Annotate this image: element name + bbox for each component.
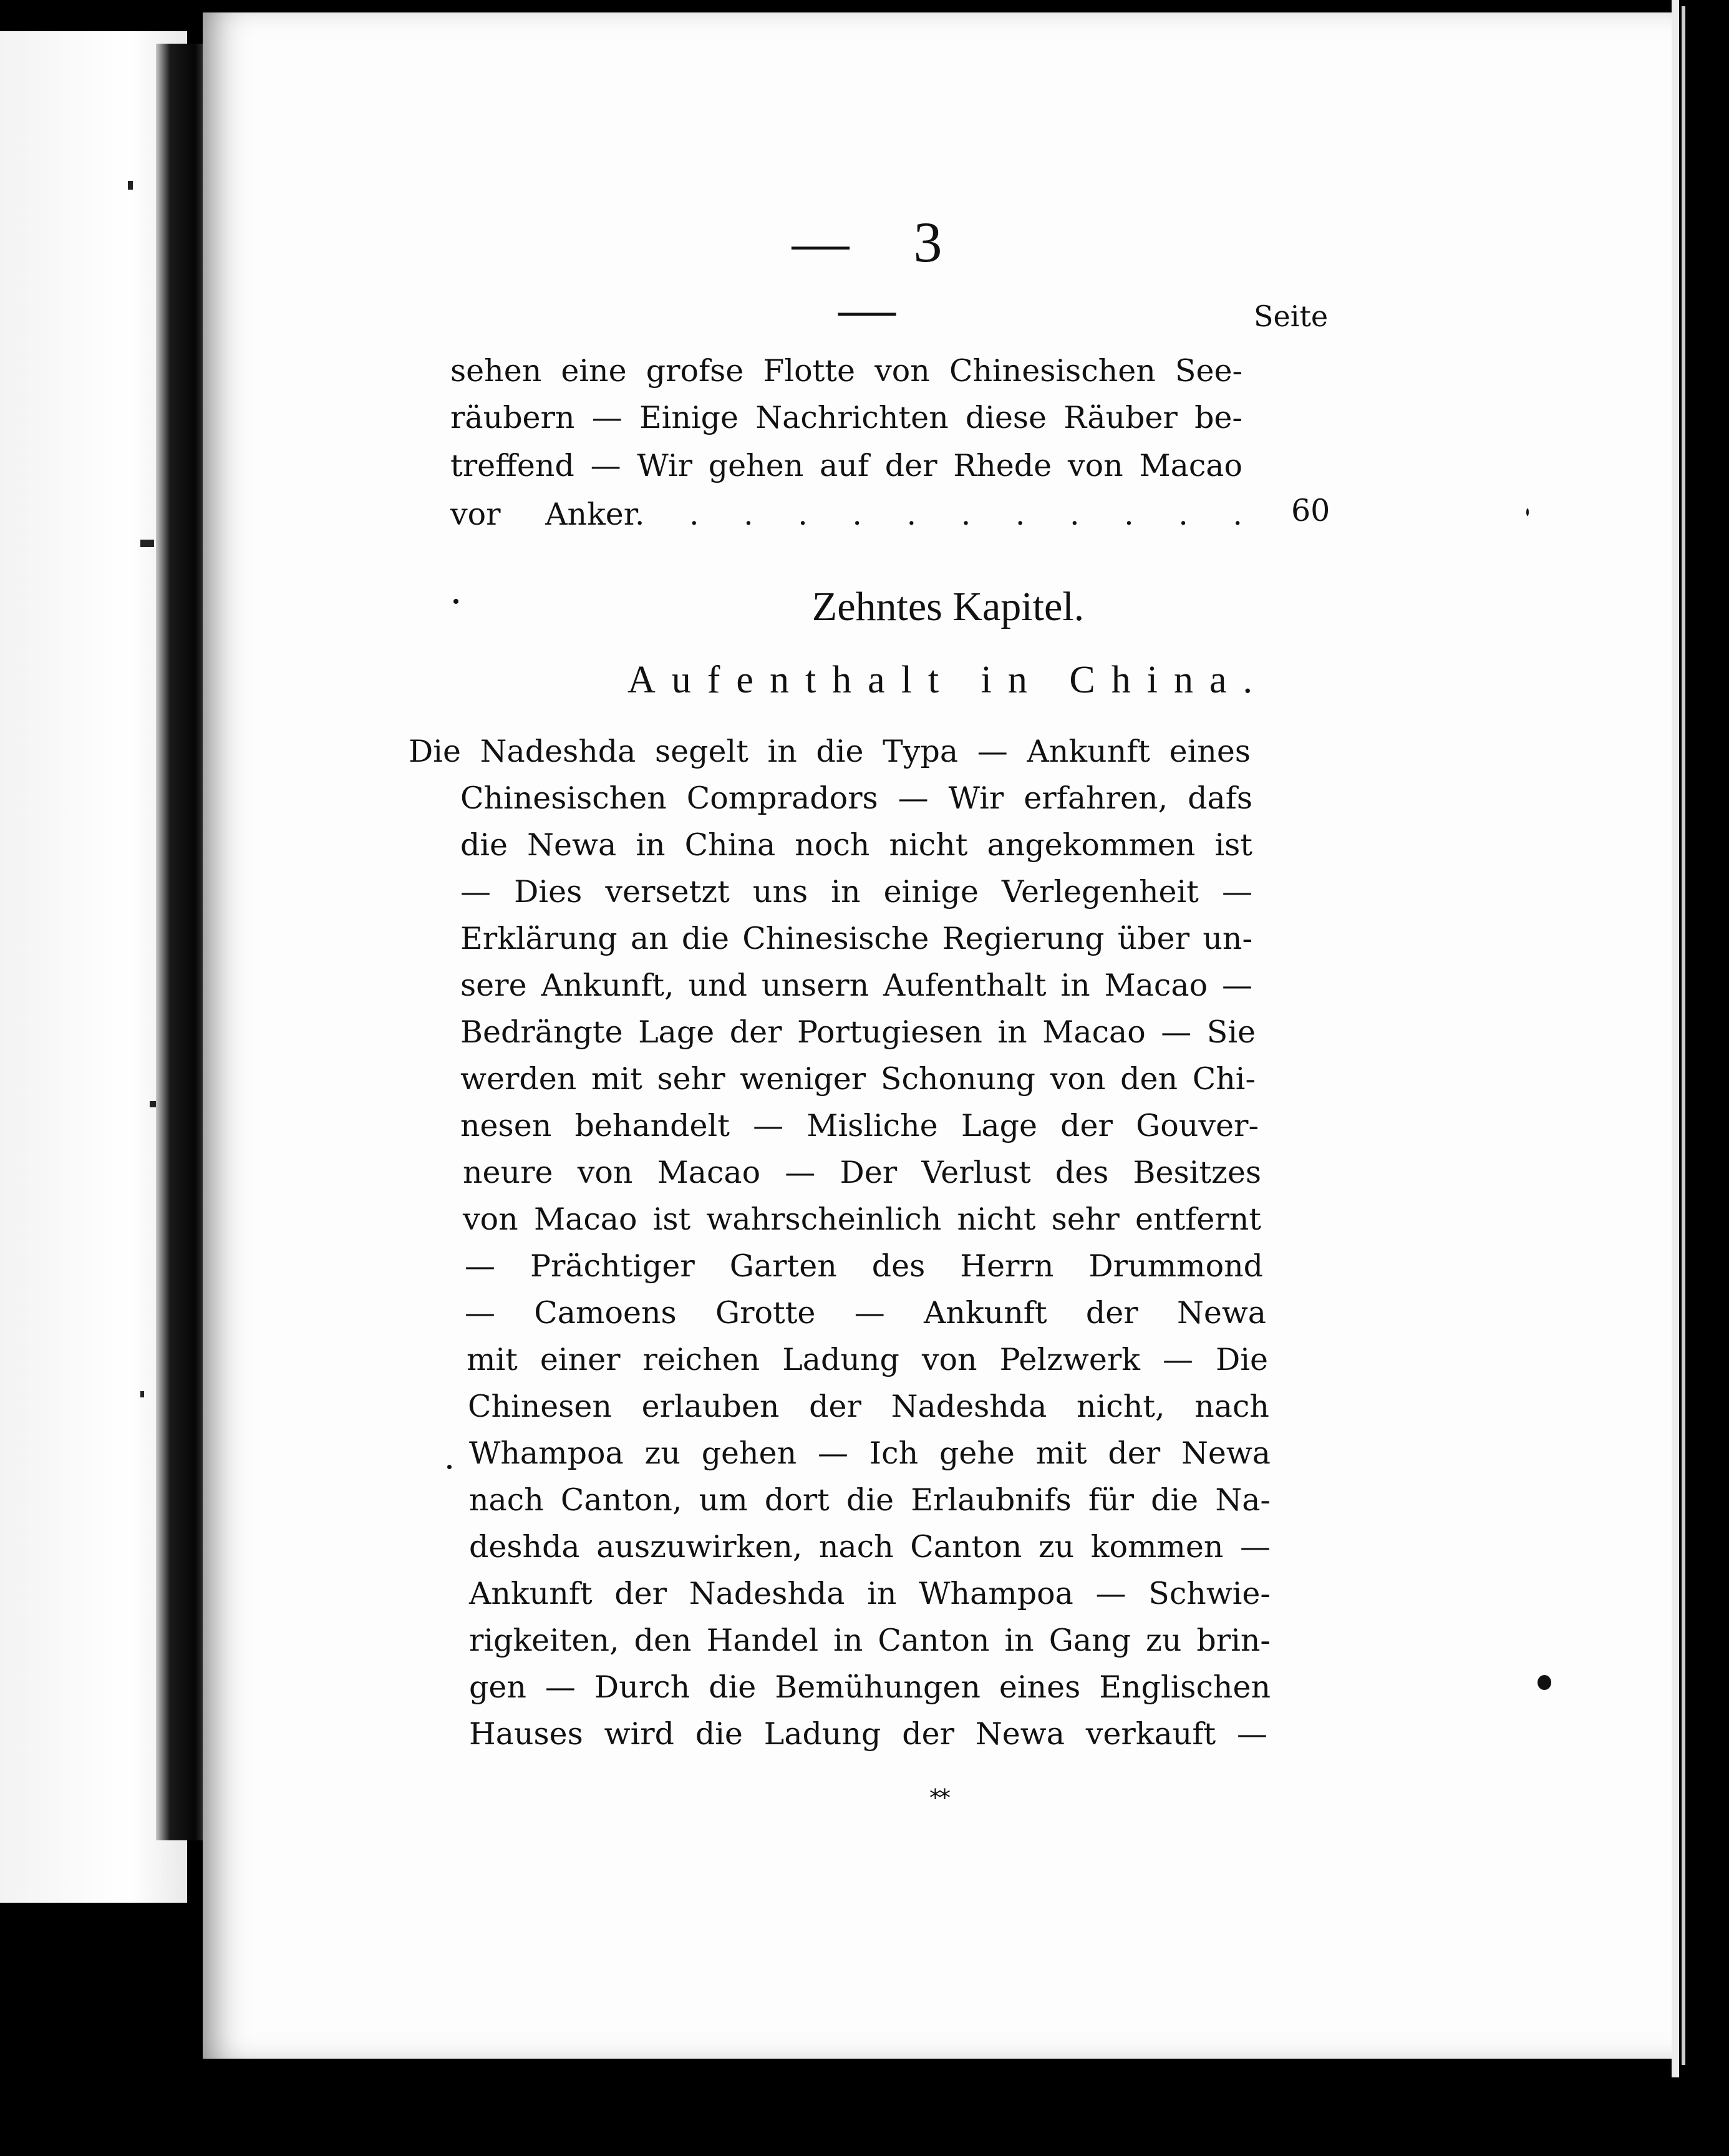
toc-line: Ankunft der Nadeshda in Whampoa — Schwie- bbox=[469, 1576, 1271, 1611]
toc-line: Chinesischen Compradors — Wir erfahren, dafs bbox=[460, 780, 1252, 816]
ink-speck bbox=[140, 540, 154, 547]
toc-line: nach Canton, um dort die Erlaubnifs für die Na- bbox=[469, 1482, 1271, 1518]
toc-line: Die Nadeshda segelt in die Typa — Ankunft eines bbox=[409, 734, 1251, 769]
toc-line: von Macao ist wahrscheinlich nicht sehr entfernt bbox=[463, 1202, 1261, 1237]
toc-line: vor Anker. . . . . . . . . . . . bbox=[450, 497, 1242, 532]
column-label-seite: Seite bbox=[1254, 299, 1329, 333]
chapter-title: Aufenthalt in China. bbox=[627, 659, 1269, 701]
toc-line: — Dies versetzt uns in einige Verlegenheit — bbox=[460, 874, 1252, 910]
toc-line: — Camoens Grotte — Ankunft der Newa bbox=[465, 1295, 1266, 1331]
ink-speck bbox=[128, 181, 133, 190]
toc-line: sere Ankunft, und unsern Aufenthalt in Macao — bbox=[460, 968, 1252, 1003]
toc-line: räubern — Einige Nachrichten diese Räuber be- bbox=[450, 400, 1242, 435]
toc-line: die Newa in China noch nicht angekommen ist bbox=[460, 827, 1252, 863]
toc-line: werden mit sehr weniger Schonung von den Chi- bbox=[460, 1061, 1256, 1097]
page-edge-shadow bbox=[1682, 6, 1685, 2065]
page-edge bbox=[1672, 0, 1679, 2077]
toc-line: — Prächtiger Garten des Herrn Drummond bbox=[465, 1248, 1263, 1284]
signature-mark: ** bbox=[929, 1784, 948, 1812]
toc-line: Whampoa zu gehen — Ich gehe mit der Newa bbox=[469, 1435, 1271, 1471]
toc-line: sehen eine grofse Flotte von Chinesischen See- bbox=[450, 353, 1242, 389]
ink-speck bbox=[1538, 1675, 1551, 1690]
toc-line: Hauses wird die Ladung der Newa verkauft — bbox=[469, 1716, 1267, 1752]
toc-line: Bedrängte Lage der Portugiesen in Macao — Sie bbox=[460, 1014, 1256, 1050]
ink-speck bbox=[140, 1391, 144, 1397]
page-number: — 3 — bbox=[792, 210, 967, 340]
toc-line: mit einer reichen Ladung von Pelzwerk — Die bbox=[467, 1342, 1268, 1377]
toc-page-ref: 60 bbox=[1291, 493, 1330, 528]
ink-speck bbox=[453, 599, 458, 604]
toc-line: deshda auszuwirken, nach Canton zu kommen — bbox=[469, 1529, 1271, 1565]
chapter-heading: Zehntes Kapitel. bbox=[811, 584, 1085, 629]
toc-line: treffend — Wir gehen auf der Rhede von Macao bbox=[450, 448, 1242, 483]
toc-line: nesen behandelt — Misliche Lage der Gouver- bbox=[460, 1108, 1259, 1144]
ink-speck bbox=[447, 1465, 452, 1469]
toc-line: Erklärung an die Chinesische Regierung über un- bbox=[460, 921, 1252, 956]
toc-line: gen — Durch die Bemühungen eines Englischen bbox=[469, 1669, 1271, 1705]
ink-speck bbox=[1526, 508, 1529, 516]
toc-line: neure von Macao — Der Verlust des Besitzes bbox=[463, 1155, 1261, 1190]
toc-line: Chinesen erlauben der Nadeshda nicht, nach bbox=[468, 1389, 1269, 1424]
toc-line: rigkeiten, den Handel in Canton in Gang zu brin- bbox=[469, 1623, 1271, 1658]
